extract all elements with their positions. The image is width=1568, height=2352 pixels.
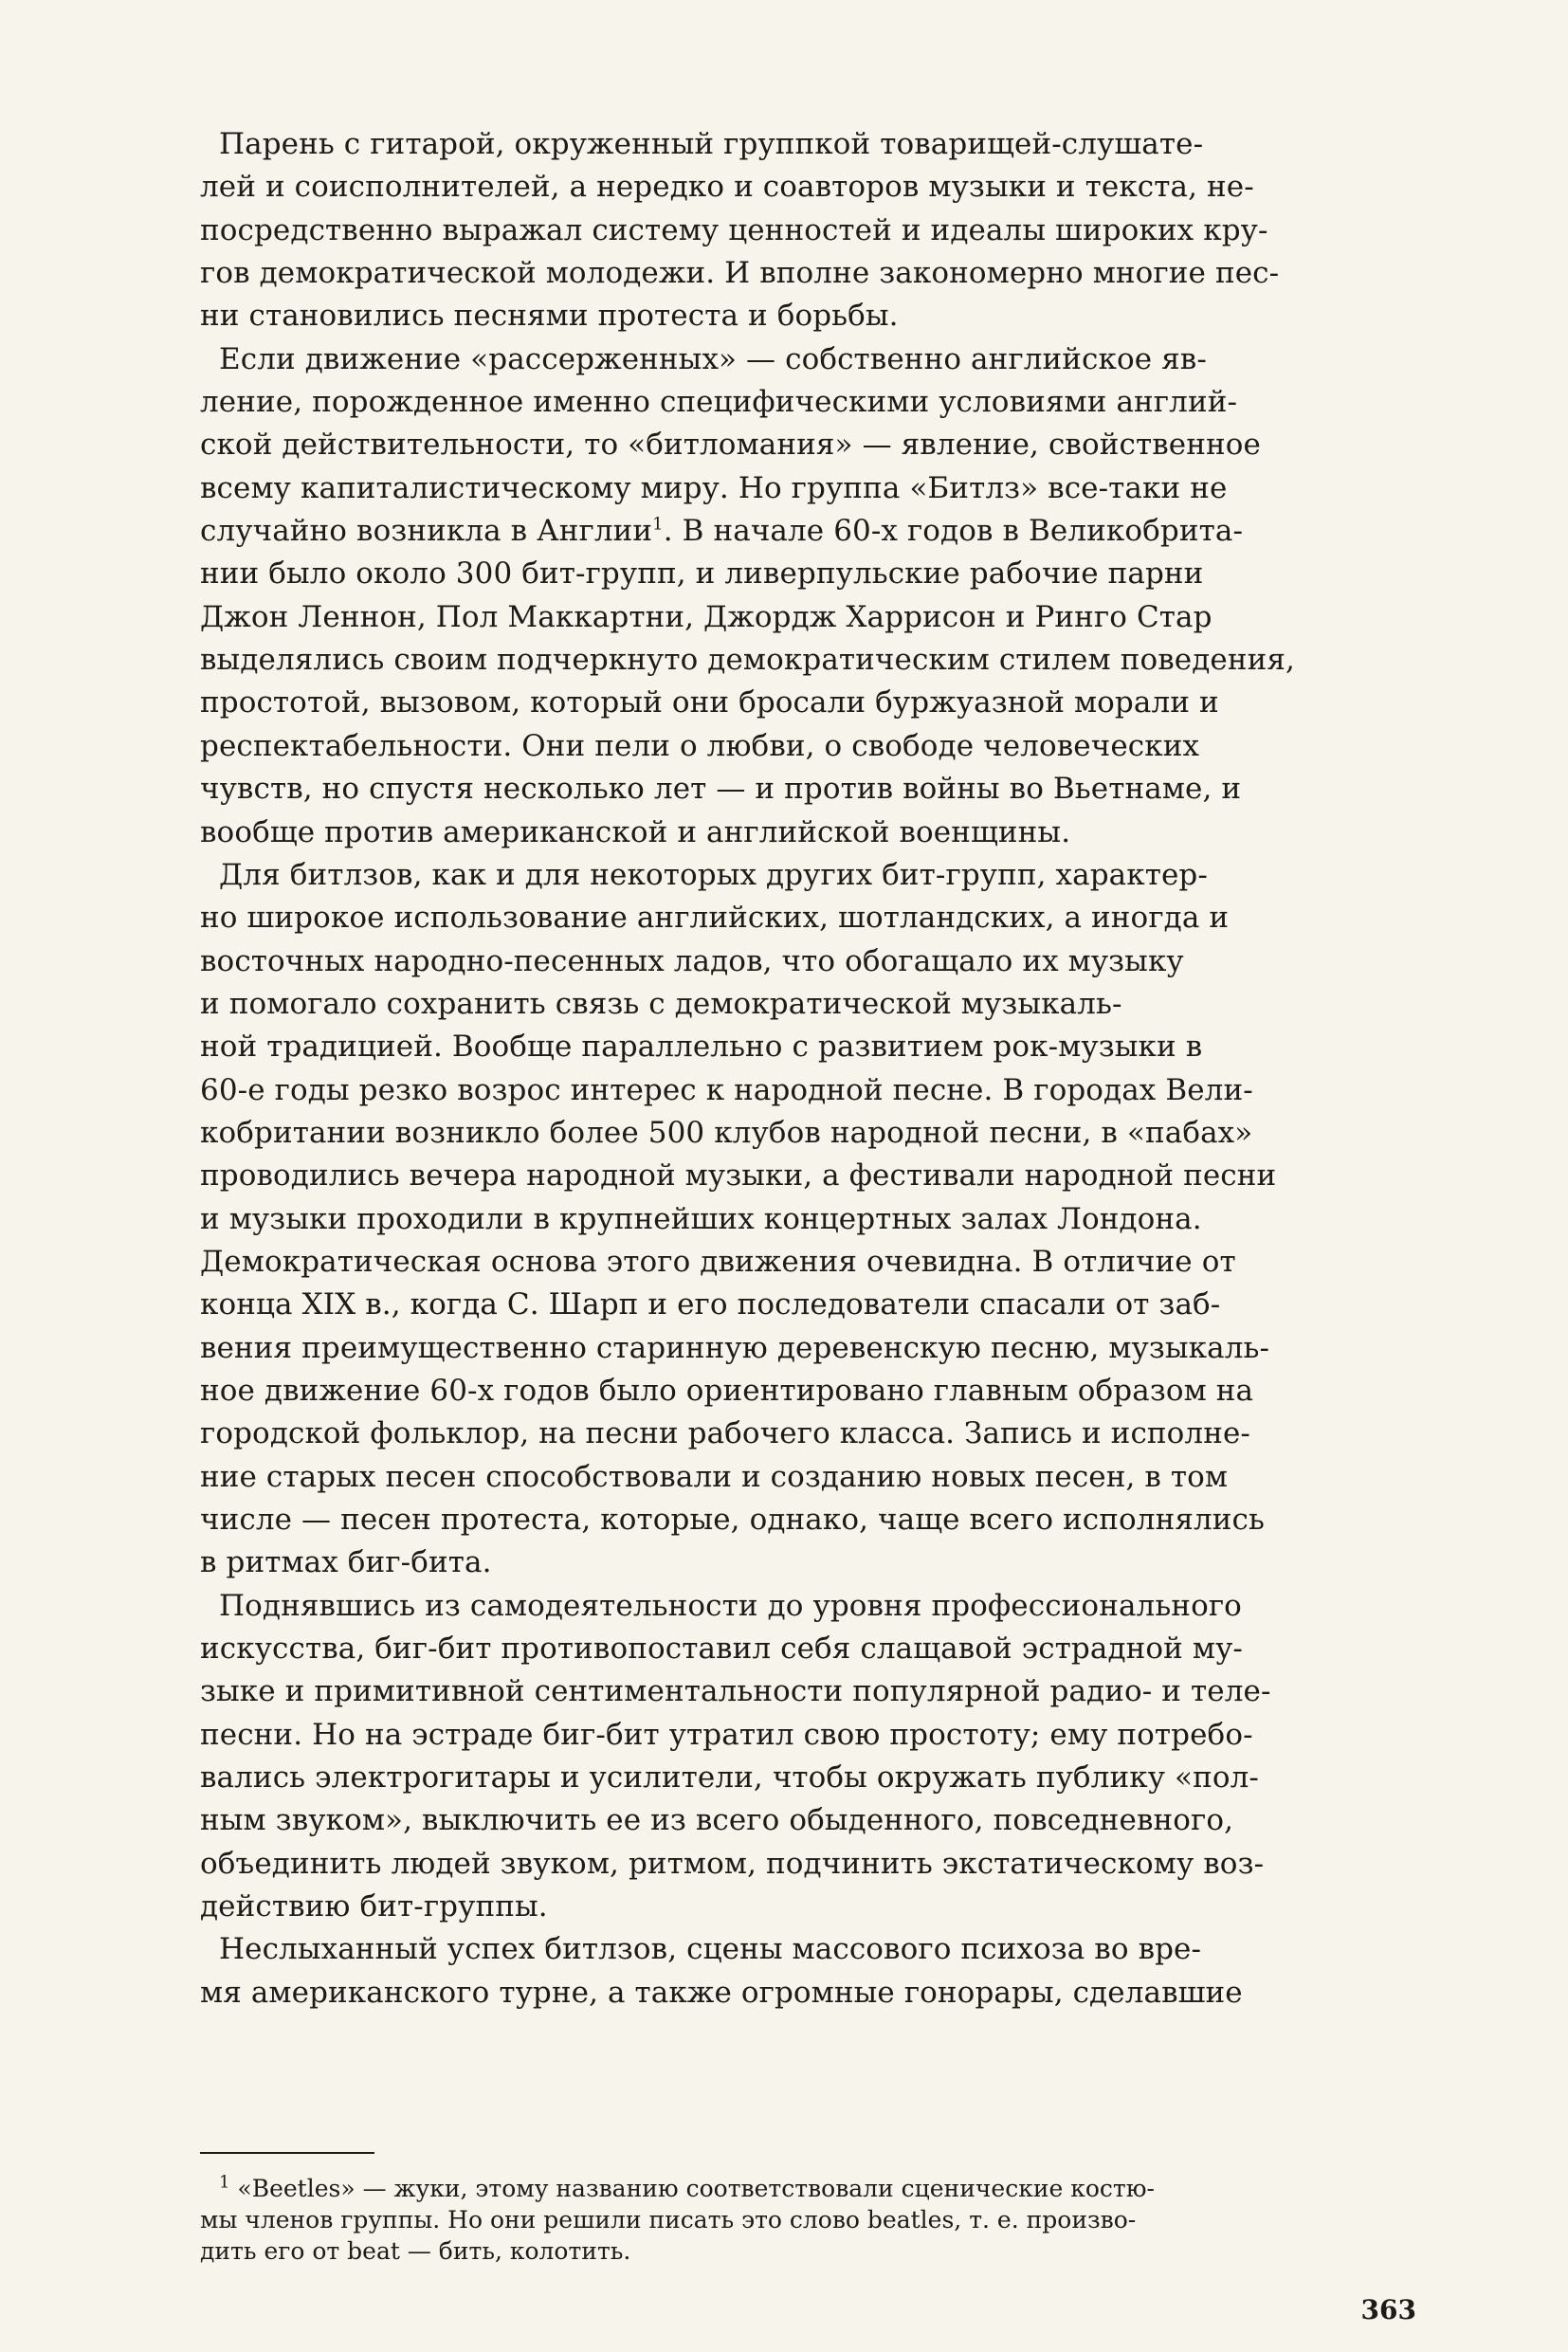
page-number: 363 (1360, 2294, 1416, 2325)
paragraph-1: Парень с гитарой, окруженный группкой товарищей-слушате- лей и соисполнителей, а нередко и соавторов музыки и текста, не- посредственно выражал систему ценностей и идеалы широких кру- гов демократической молодежи. И вполне закономерно многие пес- ни становились песнями протеста и борьбы. (200, 127, 1280, 334)
paragraph-2-rest: . В начале 60-х годов в Великобрита- нии было около 300 бит-групп, и ливерпульские рабочие парни Джон Леннон, Пол Маккартни, Джордж Харрисон и Ринго Стар выделялись своим подчеркнуто демократическим стилем поведения, простотой, вызовом, который они бросали буржуазной морали и респектабельности. Они пели о любви, о свободе человеческих чувств, но спустя несколько лет — и против войны во Вьетнаме, и вообще против американской и английской военщины. (200, 514, 1296, 849)
paragraph-3: Для битлзов, как и для некоторых других бит-групп, характер- но широкое использование английских, шотландских, а иногда и восточных народно-песенных ладов, что обогащало их музыку и помогало сохранить связь с демократической музыкаль- ной традицией. Вообще параллельно с развитием рок-музыки в 60-е годы резко возрос интерес к народной песне. В городах Вели- кобритании возникло более 500 клубов народной песни, в «пабах» проводились вечера народной музыки, а фестивали народной песни и музыки проходили в крупнейших концертных залах Лондона. Демократическая основа этого движения очевидна. В отличие от конца XIX в., когда С. Шарп и его последователи спасали от заб- вения преимущественно старинную деревенскую песню, музыкаль- ное движение 60-х годов было ориентировано главным образом на городской фольклор, на песни рабочего класса. Запись и исполне- ние старых песен способствовали и созданию новых песен, в том числе — песен протеста, которые, однако, чаще всего исполнялись в ритмах биг-бита. (200, 857, 1277, 1580)
paragraph-5: Неслыханный успех битлзов, сцены массового психоза во вре- мя американского турне, а также огромные гонорары, сделавшие (200, 1932, 1243, 2010)
footnote-text: «Beetles» — жуки, этому названию соответствовали сценические костю- мы членов группы. Но они решили писать это слово beatles, т. е. произво- дить его от beat — бить, колотить. (200, 2175, 1155, 2265)
footnote-divider (200, 2152, 374, 2154)
footnote-reference: 1 (652, 514, 664, 535)
footnote-marker: 1 (219, 2172, 230, 2193)
paragraph-2-start: Если движение «рассерженных» — собственно английское яв- ление, порожденное именно специфическими условиями англий- ской действительности, то «битломания» — явление, свойственное всему капиталистическому миру. Но группа «Битлз» все-таки не случайно возникла в Англии (200, 341, 1261, 549)
page (200, 123, 1416, 2325)
paragraph-2 (200, 338, 1416, 854)
body-text (200, 123, 1416, 2015)
footnote (200, 2173, 1416, 2267)
paragraph-4: Поднявшись из самодеятельности до уровня профессионального искусства, биг-бит противопоставил себя слащавой эстрадной му- зыке и примитивной сентиментальности популярной радио- и теле- песни. Но на эстраде биг-бит утратил свою простоту; ему потребо- вались электрогитары и усилители, чтобы окружать публику «пол- ным звуком», выключить ее из всего обыденного, повседневного, объединить людей звуком, ритмом, подчинить экстатическому воз- действию бит-группы. (200, 1588, 1271, 1924)
